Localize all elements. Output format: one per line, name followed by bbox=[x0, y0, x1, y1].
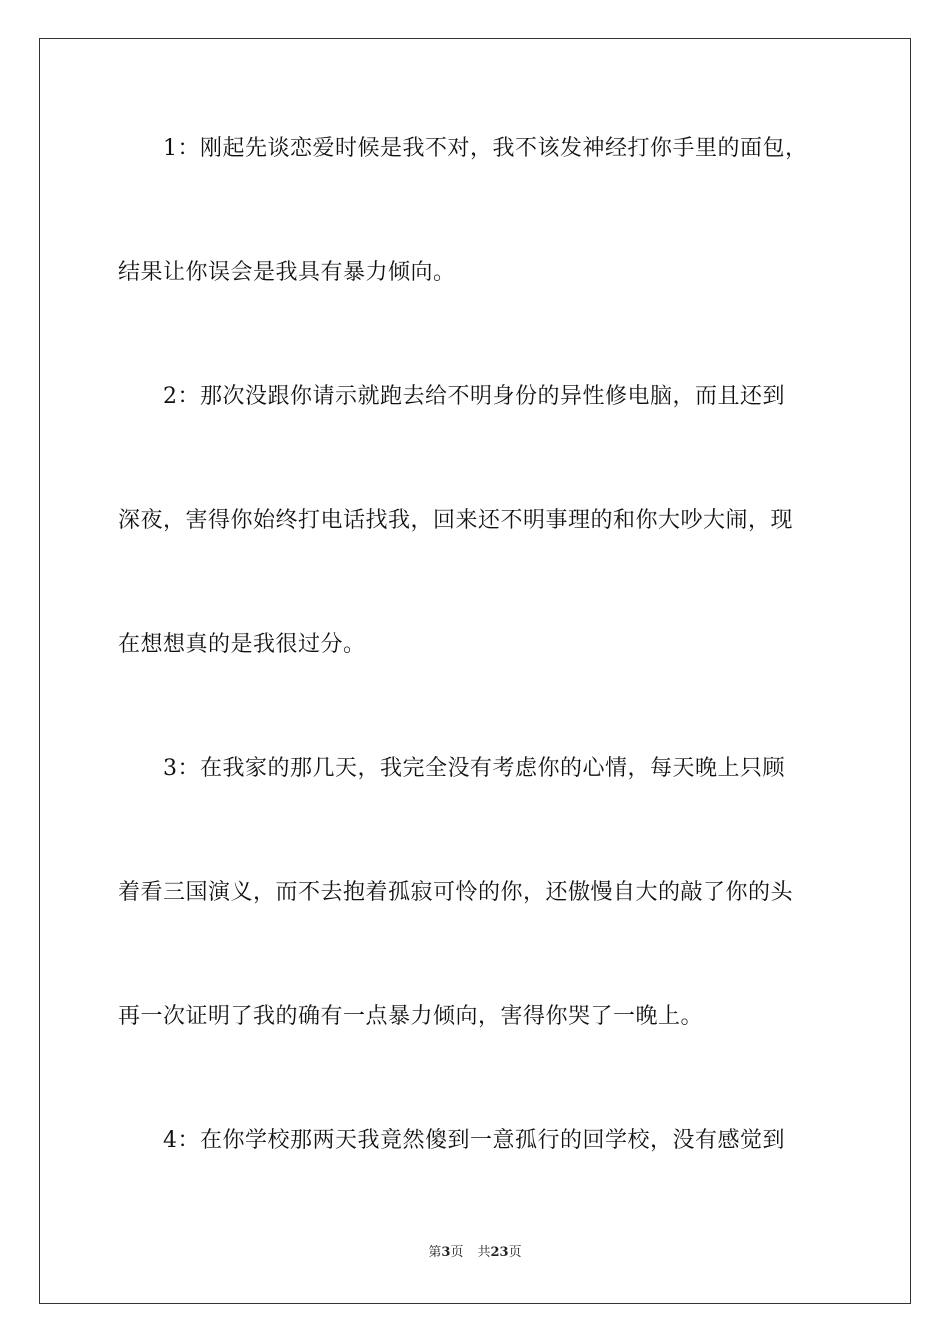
paragraph-2-line-2: 深夜，害得你始终打电话找我，回来还不明事理的和你大吵大闹，现 bbox=[118, 508, 794, 533]
paragraph-3-line-3: 再一次证明了我的确有一点暴力倾向，害得你哭了一晚上。 bbox=[118, 1004, 704, 1029]
paragraph-2-line-1: 2：那次没跟你请示就跑去给不明身份的异性修电脑，而且还到 bbox=[163, 384, 785, 409]
paragraph-1-line-2: 结果让你误会是我具有暴力倾向。 bbox=[118, 260, 456, 285]
total-suffix: 页 bbox=[508, 1245, 522, 1260]
paragraph-2-line-3: 在想想真的是我很过分。 bbox=[118, 632, 366, 657]
total-prefix: 共 bbox=[477, 1245, 491, 1260]
paragraph-4-line-1: 4：在你学校那两天我竟然傻到一意孤行的回学校，没有感觉到 bbox=[163, 1128, 785, 1153]
total-pages: 23 bbox=[490, 1245, 509, 1260]
page-border bbox=[39, 38, 911, 1304]
page-suffix: 页 bbox=[450, 1245, 464, 1260]
paragraph-3-line-2: 着看三国演义，而不去抱着孤寂可怜的你，还傲慢自大的敲了你的头 bbox=[118, 880, 794, 905]
page-prefix: 第 bbox=[428, 1245, 442, 1260]
page-footer bbox=[0, 1244, 950, 1262]
page-number: 3 bbox=[441, 1245, 451, 1260]
paragraph-3-line-1: 3：在我家的那几天，我完全没有考虑你的心情，每天晚上只顾 bbox=[163, 756, 785, 781]
paragraph-1-line-1: 1：刚起先谈恋爱时候是我不对，我不该发神经打你手里的面包， bbox=[163, 136, 808, 161]
